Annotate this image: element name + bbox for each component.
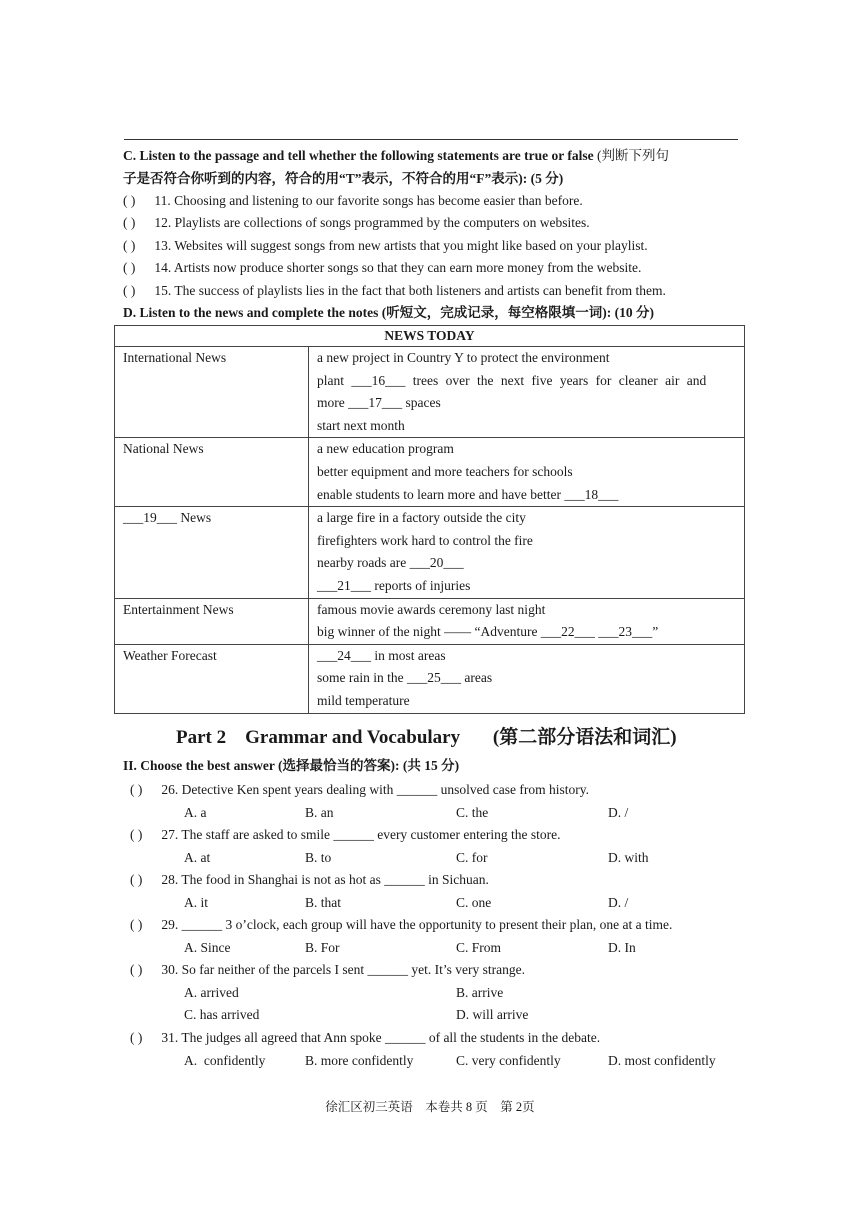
- option-c[interactable]: C. From: [456, 940, 502, 955]
- question-14: [123, 259, 641, 277]
- question-29: [130, 916, 672, 934]
- option-b[interactable]: B. arrive: [456, 985, 504, 1000]
- option-a[interactable]: A. it: [184, 895, 209, 910]
- note-line-blank-16[interactable]: plant ___16___ trees over the next five years for cleaner air and: [317, 372, 707, 388]
- question-stem: 30. So far neither of the parcels I sent ______ yet. It’s very strange.: [161, 962, 526, 977]
- question-text: 14. Artists now produce shorter songs so that they can earn more money from the website.: [154, 260, 642, 275]
- part-2-title: [176, 722, 677, 749]
- answer-paren[interactable]: ( ): [130, 1030, 143, 1045]
- table-row: [115, 438, 745, 507]
- option-d[interactable]: D. with: [608, 850, 649, 865]
- row-label-blank-19[interactable]: ___19___ News: [115, 507, 309, 598]
- news-table: [114, 325, 745, 714]
- question-28: [130, 871, 489, 889]
- section-ii-heading: II. Choose the best answer (选择最恰当的答案): (共 15 分): [123, 758, 460, 773]
- question-31: [130, 1029, 600, 1047]
- question-stem: 26. Detective Ken spent years dealing with ______ unsolved case from history.: [161, 782, 590, 797]
- row-notes: [309, 347, 745, 438]
- option-b[interactable]: B. an: [305, 805, 334, 820]
- option-c[interactable]: C. has arrived: [184, 1007, 260, 1022]
- question-30: [130, 961, 525, 979]
- section-c-heading-cn1: (判断下列句: [596, 148, 669, 163]
- question-stem: 29. ______ 3 o’clock, each group will have the opportunity to present their plan, one at a time.: [161, 917, 673, 932]
- question-text: 13. Websites will suggest songs from new artists that you might like based on your playlist.: [154, 238, 648, 253]
- page-footer: 徐汇区初三英语 本卷共 8 页 第 2页: [325, 1100, 535, 1114]
- section-c-heading-cn2: 子是否符合你听到的内容，符合的用“T”表示，不符合的用“F”表示): (5 分): [123, 171, 564, 186]
- question-text: 15. The success of playlists lies in the fact that both listeners and artists can benefit from them.: [154, 283, 666, 298]
- note-line: a new project in Country Y to protect the environment: [317, 350, 610, 365]
- option-a[interactable]: A. a: [184, 805, 207, 820]
- row-label: Entertainment News: [115, 598, 309, 644]
- answer-paren[interactable]: ( ): [130, 827, 143, 842]
- question-text: 12. Playlists are collections of songs programmed by the computers on websites.: [154, 215, 590, 230]
- news-table-title: NEWS TODAY: [115, 326, 745, 347]
- row-notes: [309, 438, 745, 507]
- option-a[interactable]: A. Since: [184, 940, 231, 955]
- question-15: [123, 282, 666, 300]
- question-12: [123, 214, 590, 232]
- option-c[interactable]: C. one: [456, 895, 492, 910]
- option-b[interactable]: B. more confidently: [305, 1053, 414, 1068]
- option-c[interactable]: C. the: [456, 805, 489, 820]
- option-d[interactable]: D. most confidently: [608, 1053, 716, 1068]
- answer-paren[interactable]: ( ): [123, 238, 136, 253]
- option-d[interactable]: D. will arrive: [456, 1007, 529, 1022]
- note-line: a large fire in a factory outside the city: [317, 510, 526, 526]
- option-d[interactable]: D. /: [608, 895, 629, 910]
- part-2-title-en: Part 2 Grammar and Vocabulary: [176, 727, 461, 748]
- note-line-blank-17[interactable]: more ___17___ spaces: [317, 395, 441, 411]
- option-d[interactable]: D. In: [608, 940, 636, 955]
- option-b[interactable]: B. that: [305, 895, 341, 910]
- option-a[interactable]: A. confidently: [184, 1053, 266, 1068]
- note-line-blank-20[interactable]: nearby roads are ___20___: [317, 555, 464, 571]
- part-2-title-cn: (第二部分语法和词汇): [492, 727, 677, 748]
- answer-paren[interactable]: ( ): [130, 962, 143, 977]
- question-text: 11. Choosing and listening to our favorite songs has become easier than before.: [154, 193, 583, 208]
- table-row: [115, 507, 745, 598]
- option-c[interactable]: C. very confidently: [456, 1053, 561, 1068]
- note-line: mild temperature: [317, 692, 410, 708]
- option-b[interactable]: B. to: [305, 850, 332, 865]
- answer-paren[interactable]: ( ): [130, 917, 143, 932]
- note-line: a new education program: [317, 441, 454, 457]
- option-a[interactable]: A. at: [184, 850, 211, 865]
- note-line-blank-21[interactable]: ___21___ reports of injuries: [317, 577, 471, 593]
- header-rule: [124, 139, 738, 140]
- question-26: [130, 781, 589, 799]
- note-line-blank-18[interactable]: enable students to learn more and have better ___18___: [317, 486, 619, 502]
- option-a[interactable]: A. arrived: [184, 985, 239, 1000]
- section-d-heading: D. Listen to the news and complete the notes (听短文，完成记录，每空格限填一词): (10 分): [123, 305, 654, 320]
- note-line: firefighters work hard to control the fire: [317, 532, 533, 548]
- answer-paren[interactable]: ( ): [130, 782, 143, 797]
- table-row: [115, 598, 745, 644]
- answer-paren[interactable]: ( ): [123, 193, 136, 208]
- row-notes: [309, 598, 745, 644]
- question-stem: 31. The judges all agreed that Ann spoke ______ of all the students in the debate.: [161, 1030, 601, 1045]
- option-c[interactable]: C. for: [456, 850, 488, 865]
- option-d[interactable]: D. /: [608, 805, 629, 820]
- row-notes: [309, 644, 745, 713]
- answer-paren[interactable]: ( ): [123, 283, 136, 298]
- table-row: [115, 644, 745, 713]
- row-label: National News: [115, 438, 309, 507]
- section-c-heading-en: C. Listen to the passage and tell whether the following statements are true or false: [123, 148, 594, 163]
- answer-paren[interactable]: ( ): [123, 260, 136, 275]
- question-27: [130, 826, 561, 844]
- option-b[interactable]: B. For: [305, 940, 340, 955]
- answer-paren[interactable]: ( ): [130, 872, 143, 887]
- answer-paren[interactable]: ( ): [123, 215, 136, 230]
- note-line: famous movie awards ceremony last night: [317, 601, 546, 617]
- note-line: start next month: [317, 417, 405, 433]
- question-stem: 27. The staff are asked to smile ______ every customer entering the store.: [161, 827, 561, 842]
- note-line-blank-24[interactable]: ___24___ in most areas: [317, 647, 446, 663]
- question-13: [123, 237, 648, 255]
- row-notes: [309, 507, 745, 598]
- note-line-blank-22-23[interactable]: big winner of the night —— “Adventure ___22___ ___23___”: [317, 624, 659, 640]
- section-c-heading: [123, 147, 669, 165]
- note-line: better equipment and more teachers for schools: [317, 463, 573, 479]
- row-label: International News: [115, 347, 309, 438]
- question-stem: 28. The food in Shanghai is not as hot as ______ in Sichuan.: [161, 872, 489, 887]
- table-row: [115, 347, 745, 438]
- row-label: Weather Forecast: [115, 644, 309, 713]
- question-11: [123, 192, 583, 210]
- note-line-blank-25[interactable]: some rain in the ___25___ areas: [317, 670, 493, 686]
